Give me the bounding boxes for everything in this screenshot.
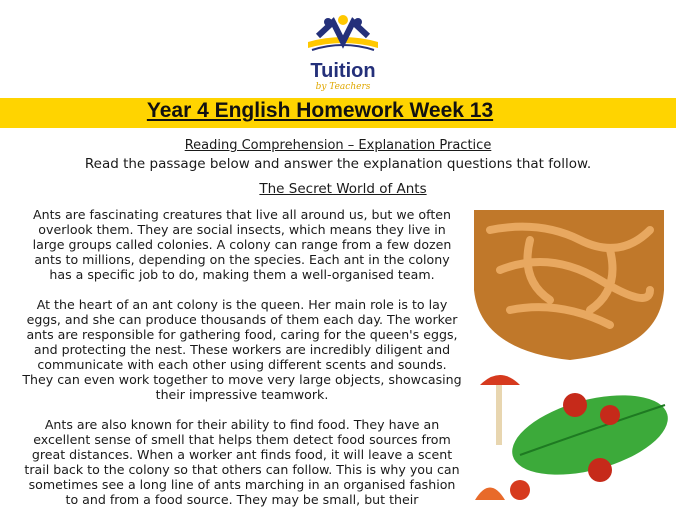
paragraph: Ants are also known for their ability to find food. They have an excellent sense of smell that helps them detect food sources from great distances. When a worker ant finds food, it will leave a scent trail back to the colony so that others can follow. This is why you can sometimes see a long line of ants marching in an organised fashion to and from a food source. They may be small, but their [24,417,460,507]
logo-wordmark: Tuition [310,60,376,82]
ant-illustration [460,200,676,507]
logo-subtitle: by Teachers [315,82,371,92]
passage-title: The Secret World of Ants [259,181,427,197]
paragraph: Ants are fascinating creatures that live all around us, but we often overlook them. They are social insects, which means they live in large groups called colonies. A colony can range from a few dozen ants to millions, depending on the species. Each ant in the colony has a specific job to do, making them a well-organised team. [32,207,452,282]
book-people-icon [298,12,388,62]
passage [22,207,462,507]
instruction: Read the passage below and answer the explanation questions that follow. [84,156,592,172]
page-title: Year 4 English Homework Week 13 [146,99,494,122]
section-subtitle: Reading Comprehension – Explanation Practice [184,138,492,153]
paragraph: At the heart of an ant colony is the queen. Her main role is to lay eggs, and she can produce thousands of them each day. The worker ants are responsible for gathering food, caring for the queen's eggs, and protecting the nest. These workers are incredibly diligent and communicate with each other using different scents and sounds. They can even work together to move very large objects, showcasing their impressive teamwork. [22,297,462,402]
tuition-logo [298,12,388,92]
